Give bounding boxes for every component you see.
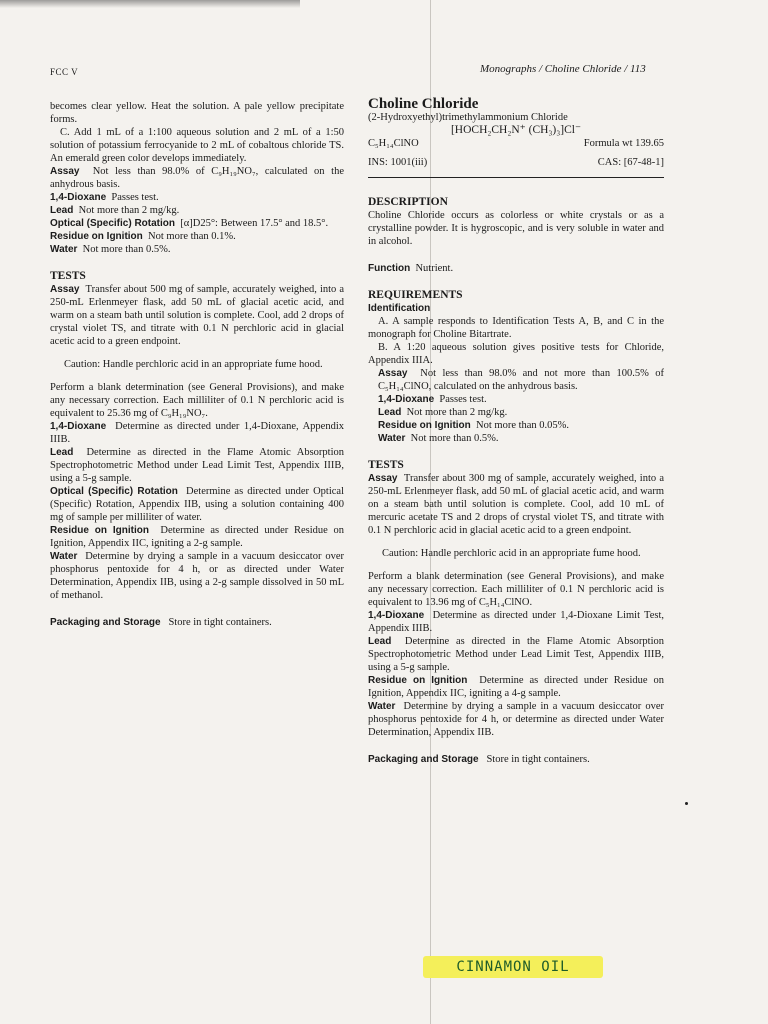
test-water: Water Determine by drying a sample in a vacuum desiccator over phosphorus pentoxide for 4 h, or as directed under Water Determination, Appendix IIB, using a 2-g sample dissolved in 50 mL of methanol. [50,551,344,601]
scan-edge [0,0,300,8]
requirements-heading: REQUIREMENTS [368,289,463,301]
description-heading: DESCRIPTION [368,196,448,208]
formula-weight: Formula wt 139.65 [583,138,664,149]
description-text: Choline Chloride occurs as colorless or white crystals or as a crystalline powder. It is hygroscopic, and is very soluble in water and in alcohol. [368,210,664,247]
packaging-storage: Packaging and Storage Store in tight containers. [50,617,272,628]
formula-row [368,137,664,150]
handwritten-highlight-note: CINNAMON OIL [423,956,603,978]
test-residue: Residue on Ignition Determine as directed under Residue on Ignition, Appendix IIC, igniting a 4-g sample. [368,675,664,699]
test-assay: Assay Transfer about 500 mg of sample, accurately weighed, into a 250-mL Erlenmeyer flask, add 50 mL of glacial acetic acid, and warm on a steam bath until solution is complete. Cool, add 2 drops of crystal violet TS, and titrate with 0.1 N perchloric acid in glacial acetic acid to a green endpoint. [50,284,345,347]
tests-heading: TESTS [50,270,86,282]
test-lead: Lead Determine as directed in the Flame Atomic Absorption Spectrophotometric Method under Lead Limit Test, Appendix IIIB, using a 5-g sample. [368,636,664,673]
right-column [368,98,664,766]
req-water: Water Not more than 0.5%. [378,433,499,444]
continued-text: becomes clear yellow. Heat the solution. A pale yellow precipitate forms. [50,101,344,125]
blank-determination: Perform a blank determination (see General Provisions), and make any necessary correction. Each milliliter of 0.1 N perchloric acid is equivalent to 13.96 mg of C₅H₁₄ClNO. [368,571,664,608]
scan-speck [685,802,688,805]
req-lead: Lead Not more than 2 mg/kg. [378,407,508,418]
left-column [50,100,344,629]
req-residue: Residue on Ignition Not more than 0.1%. [50,231,236,242]
packaging-storage: Packaging and Storage Store in tight containers. [368,754,590,765]
test-lead: Lead Determine as directed in the Flame Atomic Absorption Spectrophotometric Method under Lead Limit Test, Appendix IIIB, using a 5-g sample. [50,447,345,484]
req-water: Water Not more than 0.5%. [50,244,171,255]
function-line: Function Nutrient. [368,263,454,274]
test-dioxane: 1,4-Dioxane Determine as directed under 1,4-Dioxane Limit Test, Appendix IIIB. [368,610,665,634]
req-residue: Residue on Ignition Not more than 0.05%. [378,420,570,431]
req-lead: Lead Not more than 2 mg/kg. [50,205,180,216]
ins-number: INS: 1001(iii) [368,157,428,168]
req-assay: Assay Not less than 98.0% and not more than 100.5% of C₅H₁₄ClNO, calculated on the anhydrous basis. [378,368,665,392]
cas-number: CAS: [67-48-1] [597,157,664,168]
left-requirements-list [50,165,344,256]
divider [368,177,664,178]
right-requirements-list [368,367,664,445]
monograph-title: Choline Chloride [368,96,479,112]
blank-determination: Perform a blank determination (see General Provisions), and make any necessary correction. Each milliliter of 0.1 N perchloric acid is equivalent to 25.36 mg of C₉H₁₉NO₇. [50,382,344,419]
req-optical-rotation: Optical (Specific) Rotation [α]D25°: Between 17.5° and 18.5°. [50,218,329,229]
edition-label: FCC V [50,67,79,77]
test-optical-rotation: Optical (Specific) Rotation Determine as directed under Optical (Specific) Rotation, Appendix IIB, using a solution containing 400 mg of sample per milliliter of water. [50,486,345,523]
running-title: Monographs / Choline Chloride / 113 [480,63,646,75]
req-dioxane: 1,4-Dioxane Passes test. [50,192,159,203]
test-dioxane: 1,4-Dioxane Determine as directed under 1,4-Dioxane, Appendix IIIB. [50,421,344,445]
identification-b: B. A 1:20 aqueous solution gives positive tests for Chloride, Appendix IIIA. [368,342,664,366]
synonym: (2-Hydroxyethyl)trimethylammonium Chloride [368,112,568,123]
test-water: Water Determine by drying a sample in a vacuum desiccator over phosphorus pentoxide for 4 h, or determine as directed under Water Determination, Appendix IIB. [368,701,664,738]
ids-row [368,156,664,169]
tests-heading: TESTS [368,459,404,471]
req-dioxane: 1,4-Dioxane Passes test. [378,394,487,405]
molecular-formula: C₅H₁₄ClNO [368,138,419,149]
identification-heading: Identification [368,303,431,314]
caution-note: Caution: Handle perchloric acid in an appropriate fume hood. [64,359,323,370]
req-assay: Assay Not less than 98.0% of C₉H₁₉NO₇, calculated on the anhydrous basis. [50,166,344,190]
test-residue: Residue on Ignition Determine as directed under Residue on Ignition, Appendix IIC, igniting a 2-g sample. [50,525,344,549]
identification-c: C. Add 1 mL of a 1:100 aqueous solution and 2 mL of a 1:50 solution of potassium ferrocyanide to 2 mL of cobaltous chloride TS. An emerald green color develops immediately. [50,127,344,164]
structural-formula: [HOCH₂CH₂N⁺ (CH₃)₃]Cl⁻ [450,124,582,136]
caution-note: Caution: Handle perchloric acid in an appropriate fume hood. [382,548,641,559]
test-assay: Assay Transfer about 300 mg of sample, accurately weighed, into a 250-mL Erlenmeyer flask, add 50 mL of glacial acetic acid, and warm on a steam bath until solution is complete. Cool, add 10 mL of mercuric acetate TS and 2 drops of crystal violet TS, and titrate with 0.1 N perchloric acid in glacial acetic acid to a green endpoint. [368,473,664,536]
identification-a: A. A sample responds to Identification Tests A, B, and C in the monograph for Choline Bitartrate. [368,316,664,340]
